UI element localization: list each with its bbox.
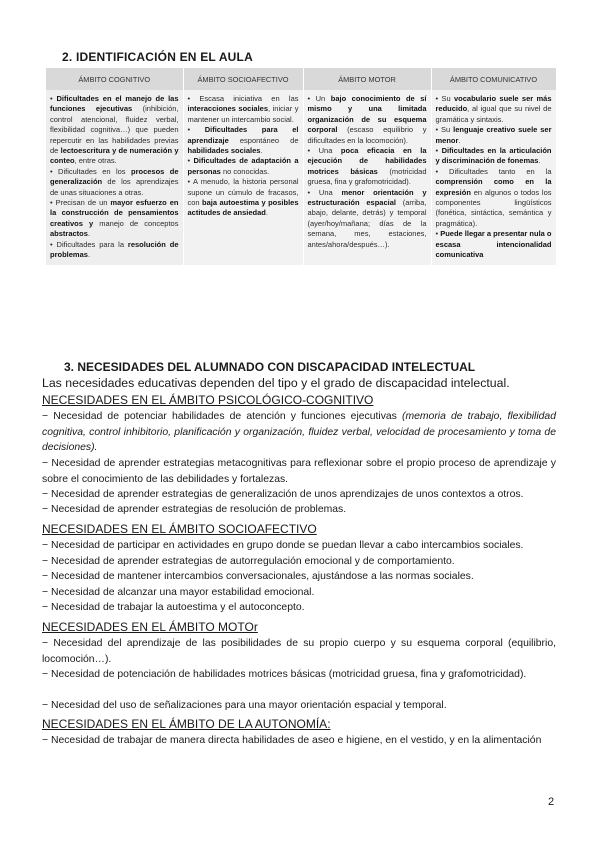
table-bullet [50, 198, 179, 240]
table-bullet-text: . [260, 146, 263, 156]
socioaffective-need-4: − Necesidad de alcanzar una mayor estabilidad emocional. [42, 587, 315, 598]
table-bullet-text: • Su [435, 94, 454, 103]
table-bullet-text: • [435, 229, 441, 239]
table-bullet [436, 229, 552, 260]
section-2-heading: 2. IDENTIFICACIÓN EN EL AULA [62, 50, 253, 64]
table-bullet-text: , al igual que su nivel de gramática y sintaxis. [435, 104, 552, 124]
table-bullet-text: . [458, 135, 461, 145]
table-bullet-emphasis: bajo conocimiento de sí mismo y una limitada organización de su esquema corporal [307, 94, 427, 135]
table-bullet-text: , iniciar y mantener un intercambio social. [187, 104, 299, 124]
table-bullet [436, 125, 552, 146]
table-bullet-text: de los aprendizajes de unas situaciones a otras. [50, 177, 179, 197]
table-bullet-text: • Un [307, 94, 331, 103]
header-cognitive: ÁMBITO COGNITIVO [46, 68, 183, 90]
table-bullet-emphasis: Dificultades en la articulación y discriminación de fonemas [435, 146, 552, 166]
table-bullet-text: • A menudo, la historia personal supone un cúmulo de fracasos, con [187, 177, 299, 208]
header-motor: ÁMBITO MOTOR [303, 68, 431, 90]
table-bullet-text: (inhibición, control atencional, fluidez verbal, flexibilidad cognitiva…) que pueden repercutir en las habilidades previas de [50, 104, 179, 156]
cell-socioaffective [183, 90, 303, 265]
table-bullet-text: en algunos o todos los componentes lingüísticos (fonética, sintáctica, semántica y pragmática). [435, 187, 552, 228]
identification-table [46, 68, 557, 265]
cell-communicative [431, 90, 556, 265]
table-bullet-emphasis: comprensión como en la expresión [435, 177, 552, 197]
table-bullet [308, 188, 427, 250]
table-bullet-emphasis: Puede llegar a presentar nula o escasa intencionalidad comunicativa [435, 229, 552, 260]
table-bullet [308, 94, 427, 146]
table-bullet [50, 240, 179, 261]
table-bullet-emphasis: Dificultades de adaptación a personas [187, 156, 299, 176]
cognitive-need-2: − Necesidad de aprender estrategias metacognitivas para reflexionar sobre el propio proceso de aprendizaje y sobre el conocimiento de las debilidades y fortalezas. [42, 458, 556, 485]
table-bullet-text: . [538, 156, 541, 166]
table-bullet [188, 125, 299, 156]
table-bullet-text: • Una [307, 187, 342, 197]
table-bullet-text: manejo de conceptos [93, 218, 179, 228]
table-bullet-text: . [265, 208, 268, 218]
cognitive-need-3: − Necesidad de aprender estrategias de generalización de unos aprendizajes de unos contextos a otros. [42, 489, 524, 500]
table-bullet-text: • Precisan de un [50, 198, 111, 208]
table-bullet [436, 94, 552, 125]
table-bullet-emphasis: Dificultades en el manejo de las funciones ejecutivas [50, 94, 179, 114]
table-bullet-text: • Dificultades para la [50, 239, 128, 249]
table-bullet-emphasis: poca eficacia en la ejecución de habilidades motrices básicas [307, 146, 427, 176]
motor-need-3: − Necesidad del uso de señalizaciones para una mayor orientación espacial y temporal. [42, 700, 447, 711]
section-3-heading: 3. NECESIDADES DEL ALUMNADO CON DISCAPACIDAD INTELECTUAL [64, 360, 476, 374]
table-bullet-text: (escaso equilibrio y dificultades en la locomoción). [307, 125, 427, 145]
motor-need-1: − Necesidad del aprendizaje de las posibilidades de su propio cuerpo y su esquema corporal (equilibrio, locomoción…). [42, 638, 556, 665]
table-bullet-text: no conocidas. [220, 166, 270, 176]
table-bullet [308, 146, 427, 188]
table-bullet-text: (motricidad gruesa, fina y grafomotricidad). [307, 166, 427, 187]
table-bullet-text: espontáneo de [228, 135, 299, 145]
table-bullet-emphasis: interacciones sociales [187, 104, 268, 114]
table-bullet-text: • [187, 125, 205, 135]
table-bullet [50, 94, 179, 167]
table-bullet-text: • [50, 94, 57, 103]
section-3-intro: Las necesidades educativas dependen del tipo y el grado de discapacidad intelectual. [42, 376, 510, 390]
table-bullet-text: • Una [307, 146, 341, 156]
table-bullet-emphasis: lenguaje creativo suele ser menor [435, 125, 552, 145]
autonomy-need-1: − Necesidad de trabajar de manera directa habilidades de aseo e higiene, en el vestido, y en la alimentación [42, 735, 542, 746]
socioaffective-needs-title: NECESIDADES EN EL ÁMBITO SOCIOAFECTIVO [42, 522, 317, 536]
table-bullet-text: • [435, 146, 442, 156]
cell-cognitive [46, 90, 183, 265]
cognitive-need-1-examples: (memoria de trabajo, flexibilidad cognitiva, control inhibitorio, planificación y organización, fluidez verbal, velocidad de procesamiento y toma de decisiones). [42, 411, 556, 454]
table-bullet-text: . [87, 229, 91, 239]
table-bullet-text: • [187, 156, 194, 166]
table-bullet-emphasis: vocabulario suele ser más reducido [435, 94, 552, 114]
table-bullet-emphasis: procesos de generalización [50, 166, 179, 187]
cognitive-need-1-text: − Necesidad de potenciar habilidades de atención y funciones ejecutivas [42, 411, 402, 422]
cell-motor [303, 90, 431, 265]
table-bullet-emphasis: habilidades sociales [187, 146, 261, 156]
table-bullet-text: • Dificultades tanto en la [435, 166, 552, 176]
page-number: 2 [548, 796, 555, 808]
table-bullet [50, 167, 179, 198]
table-bullet-emphasis: menor orientación y estructuración espacial [307, 187, 427, 208]
table-bullet-emphasis: mayor esfuerzo en la construcción de pensamientos creativos y [50, 198, 179, 228]
table-bullet-text: • Dificultades en los [50, 166, 131, 176]
header-socioaffective: ÁMBITO SOCIOAFECTIVO [183, 68, 303, 90]
table-bullet [436, 167, 552, 229]
motor-needs-title: NECESIDADES EN EL ÁMBITO MOTOr [42, 620, 258, 634]
cognitive-needs-title: NECESIDADES EN EL ÁMBITO PSICOLÓGICO-COGNITIVO [42, 393, 374, 407]
table-bullet-emphasis: Dificultades para el aprendizaje [187, 125, 299, 145]
table-bullet-emphasis: resolución de problemas [50, 239, 179, 260]
table-bullet-text: . [87, 250, 91, 260]
table-bullet-text: • Escasa iniciativa en las [187, 94, 299, 103]
cognitive-need-1 [42, 409, 556, 456]
table-bullet-emphasis: baja autoestima y posibles actitudes de ansiedad [187, 198, 299, 218]
table-bullet [188, 177, 299, 219]
table-bullet-text: (arriba, abajo, delante, detrás) y temporal (ayer/hoy/mañana; días de la semana, mes, estaciones, antes/ahora/después…). [307, 198, 427, 249]
socioaffective-need-1: − Necesidad de participar en actividades en grupo donde se puedan llevar a cabo intercambios sociales. [42, 540, 524, 551]
cognitive-need-4: − Necesidad de aprender estrategias de resolución de problemas. [42, 504, 347, 515]
table-bullet-emphasis: abstractos [50, 229, 88, 239]
header-communicative: ÁMBITO COMUNICATIVO [431, 68, 556, 90]
table-bullet [188, 94, 299, 125]
table-bullet [188, 156, 299, 177]
table-bullet-text: , entre otras. [74, 156, 117, 166]
table-bullet [436, 146, 552, 167]
socioaffective-need-3: − Necesidad de mantener intercambios conversacionales, ajustándose a las normas sociales. [42, 571, 474, 582]
socioaffective-need-2: − Necesidad de aprender estrategias de autorregulación emocional y de comportamiento. [42, 556, 455, 567]
autonomy-needs-title: NECESIDADES EN EL ÁMBITO DE LA AUTONOMÍA: [42, 717, 331, 731]
motor-need-2: − Necesidad de potenciación de habilidades motrices básicas (motricidad gruesa, fina y grafomotricidad). [42, 669, 527, 680]
table-bullet-emphasis: lectoescritura y de numeración y conteo [50, 146, 179, 166]
socioaffective-need-5: − Necesidad de trabajar la autoestima y el autoconcepto. [42, 602, 305, 613]
table-bullet-text: • Su [435, 125, 454, 135]
